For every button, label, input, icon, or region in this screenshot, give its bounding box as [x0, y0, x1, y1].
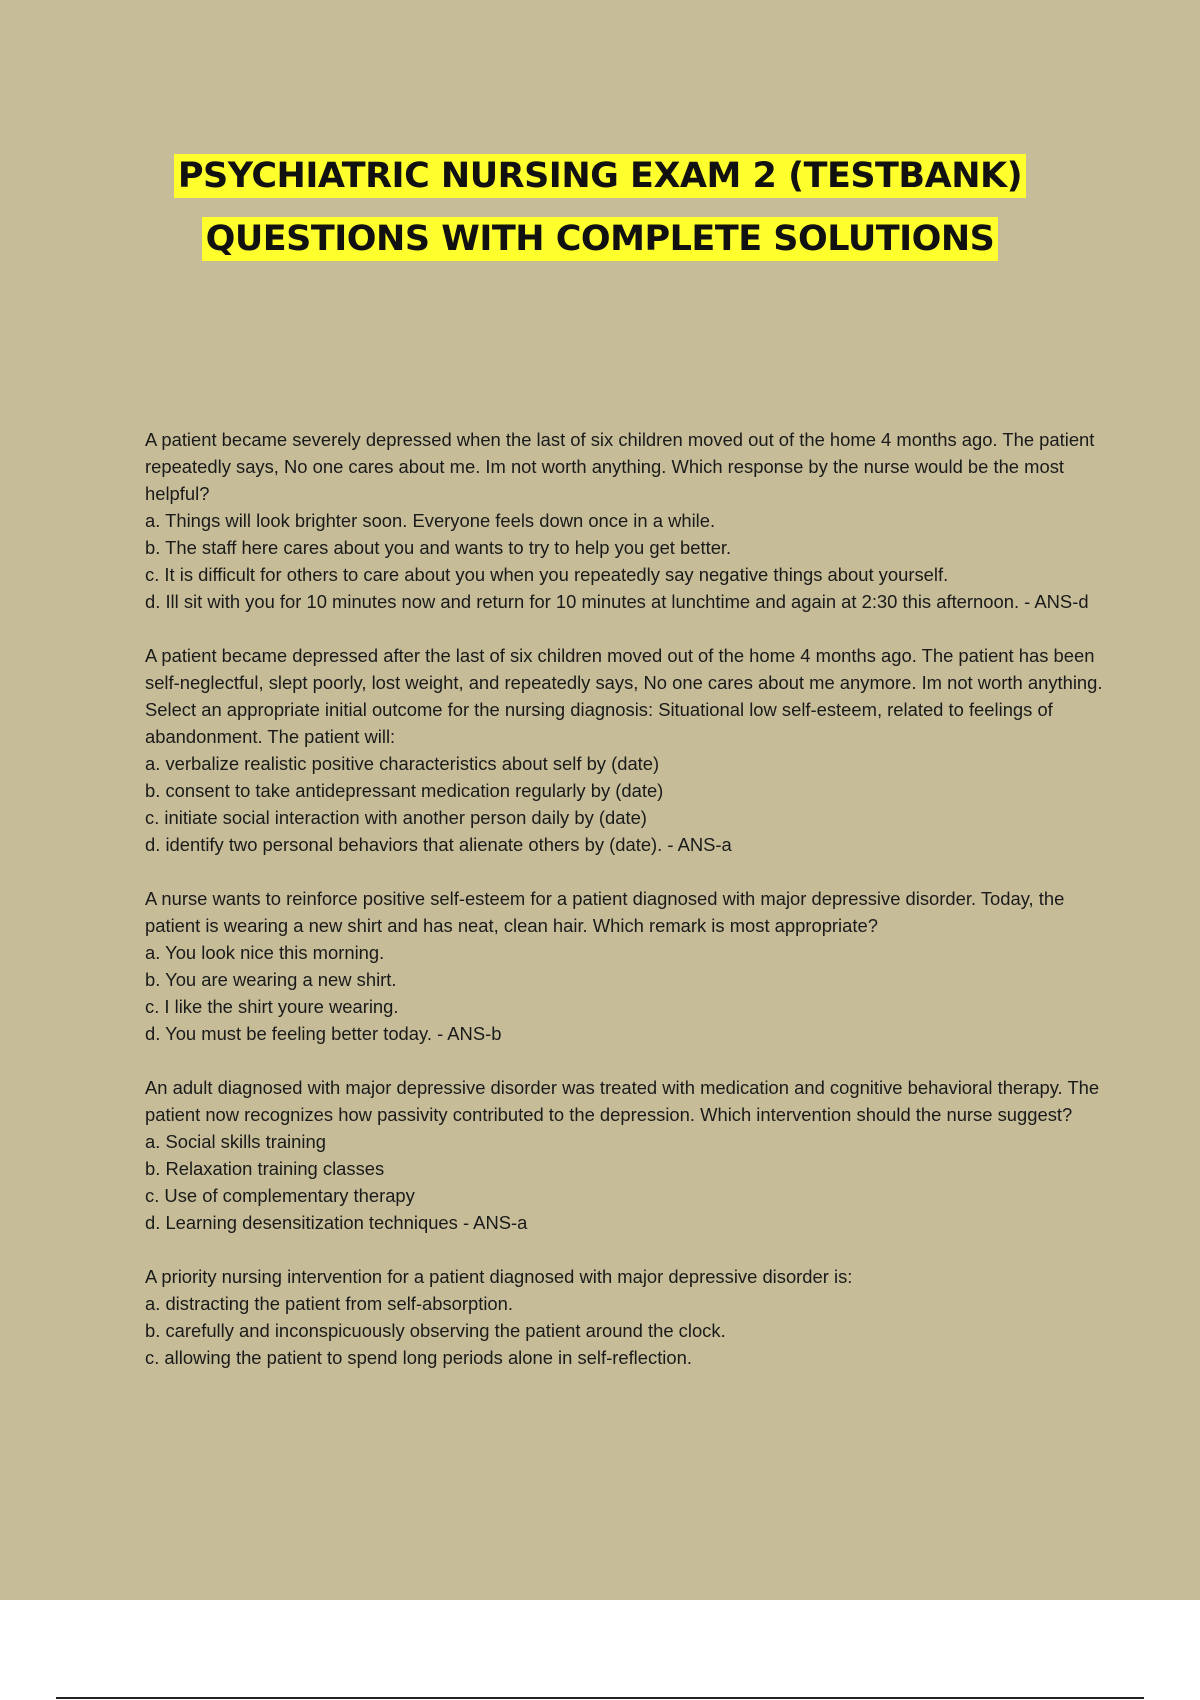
answer-option: d. Ill sit with you for 10 minutes now and return for 10 minutes at lunchtime and again at 2:30 this afternoon. - ANS-d — [145, 591, 1089, 612]
question-2 — [145, 642, 1105, 858]
answer-option: d. Learning desensitization techniques - ANS-a — [145, 1212, 528, 1233]
answer-option: a. distracting the patient from self-absorption. — [145, 1293, 514, 1314]
answer-option: c. It is difficult for others to care about you when you repeatedly say negative things about yourself. — [145, 564, 949, 585]
answer-option: c. allowing the patient to spend long periods alone in self-reflection. — [145, 1347, 692, 1368]
question-stem: A patient became depressed after the last of six children moved out of the home 4 months ago. The patient has been self-neglectful, slept poorly, lost weight, and repeatedly says, No one cares about me anymore. Im not worth anything. Select an appropriate initial outcome for the nursing diagnosis: Situational low self-esteem, related to feelings of abandonment. The patient will: — [145, 645, 1103, 747]
answer-option: b. Relaxation training classes — [145, 1158, 385, 1179]
answer-option: b. carefully and inconspicuously observing the patient around the clock. — [145, 1320, 726, 1341]
questions-list — [145, 426, 1105, 1398]
answer-option: b. consent to take antidepressant medication regularly by (date) — [145, 780, 664, 801]
title-line-1: PSYCHIATRIC NURSING EXAM 2 (TESTBANK) — [174, 154, 1026, 198]
question-stem: A nurse wants to reinforce positive self-esteem for a patient diagnosed with major depressive disorder. Today, the patient is wearing a new shirt and has neat, clean hair. Which remark is most appropriate? — [145, 888, 1065, 936]
question-stem: A patient became severely depressed when the last of six children moved out of the home 4 months ago. The patient repeatedly says, No one cares about me. Im not worth anything. Which response by the nurse would be the most helpful? — [145, 429, 1095, 504]
question-5 — [145, 1263, 1105, 1371]
answer-option: a. verbalize realistic positive characteristics about self by (date) — [145, 753, 660, 774]
footer-divider — [56, 1697, 1144, 1699]
answer-option: d. identify two personal behaviors that alienate others by (date). - ANS-a — [145, 834, 732, 855]
title-line-2: QUESTIONS WITH COMPLETE SOLUTIONS — [202, 217, 999, 261]
answer-option: a. You look nice this morning. — [145, 942, 385, 963]
question-4 — [145, 1074, 1105, 1236]
question-1 — [145, 426, 1105, 615]
answer-option: a. Social skills training — [145, 1131, 326, 1152]
answer-option: c. initiate social interaction with another person daily by (date) — [145, 807, 647, 828]
question-stem: An adult diagnosed with major depressive disorder was treated with medication and cognitive behavioral therapy. The patient now recognizes how passivity contributed to the depression. Which intervention should the nurse suggest? — [145, 1077, 1100, 1125]
answer-option: a. Things will look brighter soon. Everyone feels down once in a while. — [145, 510, 716, 531]
answer-option: b. The staff here cares about you and wants to try to help you get better. — [145, 537, 732, 558]
question-stem: A priority nursing intervention for a patient diagnosed with major depressive disorder is: — [145, 1266, 853, 1287]
question-3 — [145, 885, 1105, 1047]
answer-option: d. You must be feeling better today. - ANS-b — [145, 1023, 502, 1044]
answer-option: b. You are wearing a new shirt. — [145, 969, 397, 990]
answer-option: c. Use of complementary therapy — [145, 1185, 415, 1206]
document-title — [0, 145, 1200, 271]
answer-option: c. I like the shirt youre wearing. — [145, 996, 399, 1017]
